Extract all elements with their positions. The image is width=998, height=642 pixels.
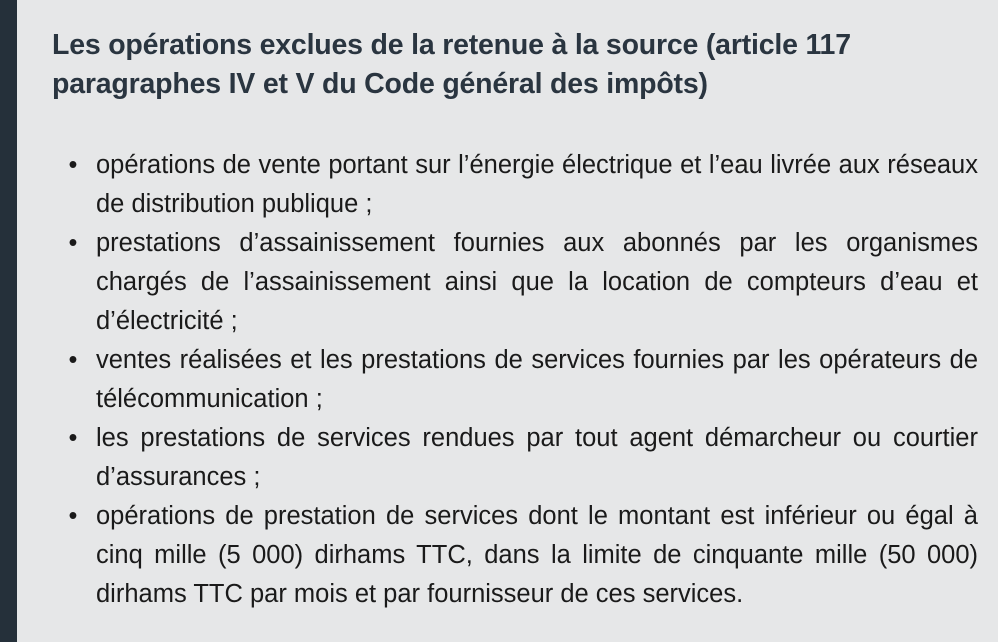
list-item — [66, 146, 978, 224]
list-item — [66, 419, 978, 497]
bullet-icon: • — [68, 346, 78, 374]
list-item-text: opérations de prestation de services dont le montant est inférieur ou égal à cinq mille (5 000) dirhams TTC, dans la limite de cinquante mille (50 000) dirhams TTC par mois et par fournisseur de ces services. — [96, 502, 978, 608]
accent-bar — [0, 0, 17, 642]
list-item — [66, 341, 978, 419]
bullet-icon: • — [68, 229, 78, 257]
list-item-text: ventes réalisées et les prestations de services fournies par les opérateurs de télécommunication ; — [96, 346, 978, 413]
list-item-text: les prestations de services rendues par tout agent démarcheur ou courtier d’assurances ; — [96, 424, 978, 491]
list-item — [66, 224, 978, 341]
bullet-icon: • — [68, 151, 78, 179]
list-item-text: prestations d’assainissement fournies aux abonnés par les organismes chargés de l’assainissement ainsi que la location de compteurs d’eau et d’électricité ; — [96, 229, 978, 335]
bullet-icon: • — [68, 424, 78, 452]
list-item — [66, 497, 978, 614]
exclusions-list — [66, 146, 978, 614]
bullet-icon: • — [68, 502, 78, 530]
list-item-text: opérations de vente portant sur l’énergie électrique et l’eau livrée aux réseaux de distribution publique ; — [96, 151, 978, 218]
box-title: Les opérations exclues de la retenue à la source (article 117 paragraphes IV et V du Code général des impôts) — [52, 29, 851, 100]
